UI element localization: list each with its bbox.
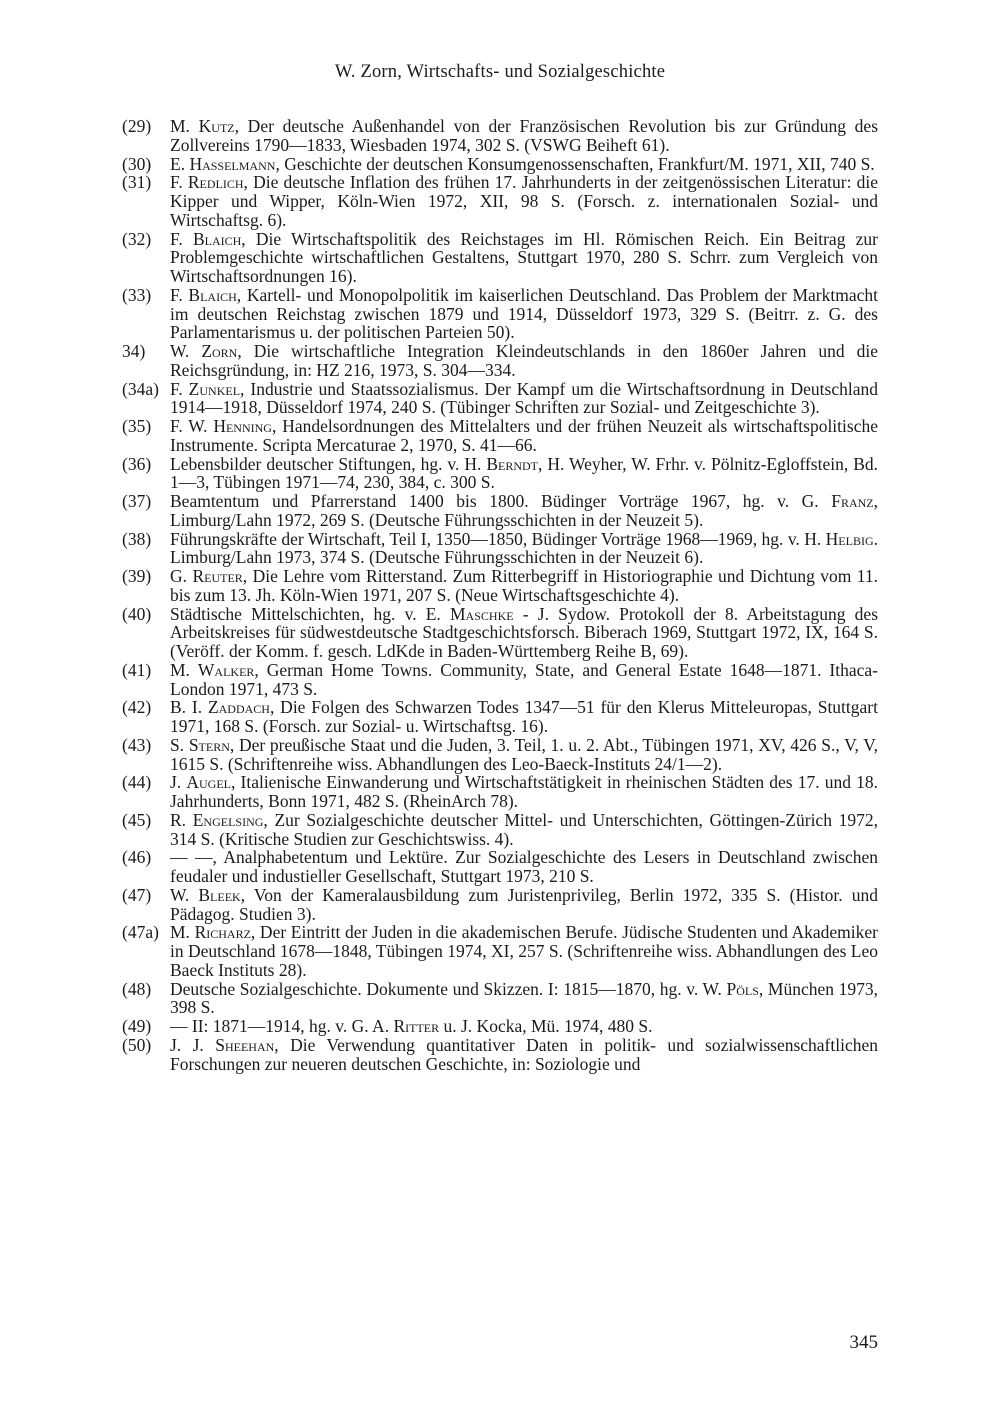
reference-author: Hasselmann [189, 153, 276, 174]
reference-text [170, 773, 878, 811]
reference-entry [122, 1017, 878, 1036]
reference-body: , Kartell- und Monopolpolitik im kaiserlichen Deutschland. Das Problem der Marktmacht im deutschen Reichstag zwischen 1879 und 1914, Düsseldorf 1973, 329 S. (Beitrr. z. G. des Parlamentarismus u. der politischen Parteien 50). [170, 284, 878, 343]
reference-number: 34) [122, 341, 146, 361]
reference-body: , Die Folgen des Schwarzen Todes 1347—51 für den Klerus Mitteleuropas, Stuttgart 1971, 168 S. (Forsch. zur Sozial- u. Wirtschaftsg. 16). [170, 697, 878, 736]
reference-number: (40) [122, 603, 152, 624]
reference-author: Engelsing [192, 809, 264, 830]
reference-number: (45) [122, 809, 152, 830]
reference-number: (35) [122, 416, 152, 436]
reference-prefix: M. [170, 116, 199, 136]
reference-author: Helbig [825, 528, 874, 549]
reference-text [170, 530, 878, 568]
reference-author: Blaich [192, 228, 242, 249]
reference-number: (34a) [122, 378, 159, 399]
reference-body: , Der deutsche Außenhandel von der Französischen Revolution bis zur Gründung des Zollvereins 1790—1833, Wiesbaden 1974, 302 S. (VSWG Beiheft 61). [170, 116, 878, 155]
reference-author: Redlich [187, 172, 244, 193]
reference-entry [122, 173, 878, 229]
reference-entry [122, 286, 878, 342]
reference-body: u. J. Kocka, Mü. 1974, 480 S. [439, 1016, 653, 1036]
reference-entry [122, 530, 878, 568]
reference-entry [122, 230, 878, 286]
reference-text [170, 380, 878, 418]
reference-entry [122, 773, 878, 811]
reference-entry [122, 117, 878, 155]
reference-text [170, 286, 878, 342]
reference-prefix: R. [170, 809, 193, 830]
reference-body: , Der Eintritt der Juden in die akademischen Berufe. Jüdische Studenten und Akademiker in Deutschland 1678—1848, Tübingen 1974, XI, 257 S. (Schriftenreihe wiss. Abhandlungen des Leo Baeck Instituts 28). [170, 922, 879, 980]
reference-number: (50) [122, 1034, 152, 1055]
reference-text [170, 173, 878, 229]
reference-body: , Industrie und Staatssozialismus. Der Kampf um die Wirtschaftsordnung in Deutschland 1914—1918, Düsseldorf 1974, 240 S. (Tübinger Schriften zur Sozial- und Zeitgeschichte 3). [170, 378, 878, 418]
reference-author: Reuter [192, 566, 243, 586]
reference-prefix: F. [170, 284, 189, 305]
reference-author: Blaich [188, 284, 237, 305]
reference-author: Augel [186, 772, 231, 793]
reference-author: Zorn [201, 341, 238, 361]
reference-body: , Die Verwendung quantitativer Daten in politik- und sozialwissenschaftlichen Forschungen zur neueren deutschen Geschichte, in: Soziologie und [170, 1034, 879, 1074]
reference-entry [122, 923, 878, 979]
reference-text [170, 698, 878, 736]
reference-number: (32) [122, 228, 152, 249]
reference-entry [122, 698, 878, 736]
reference-body: , Die Wirtschaftspolitik des Reichstages im Hl. Römischen Reich. Ein Beitrag zur Problemgeschichte wirtschaftlichen Gestaltens, Stuttgart 1970, 280 S. Schrr. zum Vergleich von Wirtschaftsordnungen 16). [170, 228, 879, 286]
reference-number: (37) [122, 491, 152, 511]
reference-text [170, 811, 878, 849]
reference-entry [122, 848, 878, 886]
reference-entry [122, 811, 878, 849]
reference-text [170, 417, 878, 455]
reference-prefix: Lebensbilder deutscher Stiftungen, hg. v. H. [170, 453, 487, 474]
reference-number: (39) [122, 566, 152, 586]
reference-body: , Handelsordnungen des Mittelalters und der frühen Neuzeit als wirtschaftspolitische Instrumente. Scripta Mercaturae 2, 1970, S. 41—66. [170, 416, 878, 455]
reference-number: (36) [122, 453, 152, 474]
reference-prefix: W. [170, 884, 199, 905]
reference-prefix: Städtische Mittelschichten, hg. v. E. [170, 603, 450, 624]
reference-number: (47) [122, 884, 152, 905]
reference-number: (29) [122, 116, 152, 136]
reference-prefix: G. [170, 566, 193, 586]
reference-body: , Der preußische Staat und die Juden, 3. Teil, 1. u. 2. Abt., Tübingen 1971, XV, 426 S., V, V, 1615 S. (Schriftenreihe wiss. Abhandlungen des Leo-Baeck-Instituts 24/1—2). [170, 734, 878, 774]
reference-number: (43) [122, 734, 152, 755]
running-header: W. Zorn, Wirtschafts- und Sozialgeschichte [334, 62, 666, 82]
reference-prefix: F. W. [170, 416, 214, 436]
reference-body: . Limburg/Lahn 1973, 374 S. (Deutsche Führungsschichten in der Neuzeit 6). [170, 528, 878, 568]
reference-entry [122, 342, 878, 380]
reference-body: , Geschichte der deutschen Konsumgenossenschaften, Frankfurt/M. 1971, XII, 740 S. [275, 153, 875, 174]
reference-number: (49) [122, 1016, 152, 1036]
reference-number: (48) [122, 978, 152, 999]
reference-text [170, 923, 878, 979]
reference-text [170, 492, 878, 530]
reference-author: Zunkel [188, 378, 241, 399]
reference-body: , Die deutsche Inflation des frühen 17. Jahrhunderts in der zeitgenössischen Literatur: die Kipper und Wipper, Köln-Wien 1972, XII, 98 S. (Forsch. z. internationalen Sozial- und Wirtschaftsg. 6). [170, 172, 878, 230]
reference-text [170, 1036, 878, 1074]
reference-body: — —, Analphabetentum und Lektüre. Zur Sozialgeschichte des Lesers in Deutschland zwischen feudaler und industieller Gesellschaft, Stuttgart 1973, 210 S. [170, 847, 878, 886]
reference-text [170, 736, 878, 774]
reference-author: Maschke [450, 603, 514, 624]
reference-number: (47a) [122, 922, 159, 943]
reference-prefix: F. [170, 228, 193, 249]
reference-text [170, 567, 878, 605]
reference-text [170, 342, 878, 380]
reference-text [170, 605, 878, 661]
reference-prefix: E. [170, 153, 190, 174]
reference-text [170, 230, 878, 286]
reference-number: (33) [122, 284, 152, 305]
reference-author: Stern [188, 734, 230, 755]
reference-text [170, 980, 878, 1018]
reference-author: Pöls [726, 978, 759, 999]
reference-number: (44) [122, 772, 152, 793]
reference-author: Franz [831, 491, 874, 511]
reference-prefix: W. [170, 341, 202, 361]
reference-body: - J. Sydow. Protokoll der 8. Arbeitstagung des Arbeitskreises für südwestdeutsche Stadtgeschichtsforsch. Biberach 1969, Stuttgart 1972, IX, 164 S. (Veröff. der Komm. f. gesch. LdKde in Baden-Württemberg Reihe B, 69). [170, 603, 878, 661]
reference-prefix: Führungskräfte der Wirtschaft, Teil I, 1350—1850, Büdinger Vorträge 1968—1969, hg. v. H. [170, 528, 826, 549]
reference-author: Zaddach [207, 697, 270, 718]
reference-author: Ritter [393, 1016, 440, 1036]
reference-body: , Die Lehre vom Ritterstand. Zum Ritterbegriff in Historiographie und Dichtung vom 11. bis zum 13. Jh. Köln-Wien 1971, 207 S. (Neue Wirtschaftsgeschichte 4). [170, 566, 879, 605]
reference-body: , Italienische Einwanderung und Wirtschaftstätigkeit in rheinischen Städten des 17. und 18. Jahrhunderts, Bonn 1971, 482 S. (RheinArch 78). [170, 772, 879, 811]
reference-text [170, 848, 878, 886]
reference-body: , Von der Kameralausbildung zum Juristenprivileg, Berlin 1972, 335 S. (Histor. und Pädagog. Studien 3). [170, 884, 878, 924]
reference-body: , H. Weyher, W. Frhr. v. Pölnitz-Egloffstein, Bd. 1—3, Tübingen 1971—74, 230, 384, c. 300 S. [170, 453, 878, 493]
reference-prefix: J. J. [170, 1034, 216, 1055]
reference-entry [122, 455, 878, 493]
reference-entry [122, 661, 878, 699]
reference-number: (31) [122, 172, 152, 193]
reference-entry [122, 417, 878, 455]
reference-list [122, 117, 878, 1073]
reference-entry [122, 380, 878, 418]
reference-prefix: Beamtentum und Pfarrerstand 1400 bis 1800. Büdinger Vorträge 1967, hg. v. G. [170, 491, 832, 511]
reference-prefix: — II: 1871—1914, hg. v. G. A. [170, 1016, 394, 1036]
reference-text [170, 886, 878, 924]
reference-number: (30) [122, 153, 152, 174]
reference-body: , München 1973, 398 S. [170, 978, 878, 1018]
reference-prefix: M. [170, 922, 195, 943]
reference-body: , Die wirtschaftliche Integration Kleindeutschlands in den 1860er Jahren und die Reichsgründung, in: HZ 216, 1973, S. 304—334. [170, 341, 878, 380]
reference-entry [122, 980, 878, 1018]
reference-text [170, 661, 878, 699]
reference-prefix: S. [170, 734, 189, 755]
reference-author: Richarz [194, 922, 251, 943]
reference-author: Bleek [198, 884, 241, 905]
reference-prefix: M. [170, 659, 198, 680]
reference-body: , German Home Towns. Community, State, and General Estate 1648—1871. Ithaca-London 1971, 473 S. [170, 659, 878, 699]
reference-author: Berndt [486, 453, 539, 474]
reference-number: (38) [122, 528, 152, 549]
reference-author: Walker [197, 659, 255, 680]
reference-text [170, 117, 878, 155]
reference-author: Sheehan [215, 1034, 275, 1055]
reference-body: , Zur Sozialgeschichte deutscher Mittel- und Unterschichten, Göttingen-Zürich 1972, 314 S. (Kritische Studien zur Geschichtswiss. 4). [170, 809, 878, 849]
reference-entry [122, 1036, 878, 1074]
reference-entry [122, 605, 878, 661]
reference-text [170, 1017, 878, 1036]
reference-text [170, 155, 878, 174]
reference-entry [122, 567, 878, 605]
reference-entry [122, 492, 878, 530]
reference-author: Henning [213, 416, 272, 436]
reference-number: (42) [122, 697, 152, 718]
reference-prefix: B. I. [170, 697, 208, 718]
reference-entry [122, 155, 878, 174]
reference-body: , Limburg/Lahn 1972, 269 S. (Deutsche Führungsschichten in der Neuzeit 5). [170, 491, 878, 530]
reference-number: (41) [122, 659, 152, 680]
reference-text [170, 455, 878, 493]
reference-author: Kutz [198, 116, 235, 136]
reference-number: (46) [122, 847, 152, 868]
reference-prefix: F. [170, 172, 188, 193]
reference-prefix: J. [170, 772, 187, 793]
reference-entry [122, 736, 878, 774]
reference-prefix: Deutsche Sozialgeschichte. Dokumente und Skizzen. I: 1815—1870, hg. v. W. [170, 978, 727, 999]
reference-entry [122, 886, 878, 924]
reference-prefix: F. [170, 378, 189, 399]
page-number: 345 [849, 1332, 878, 1353]
